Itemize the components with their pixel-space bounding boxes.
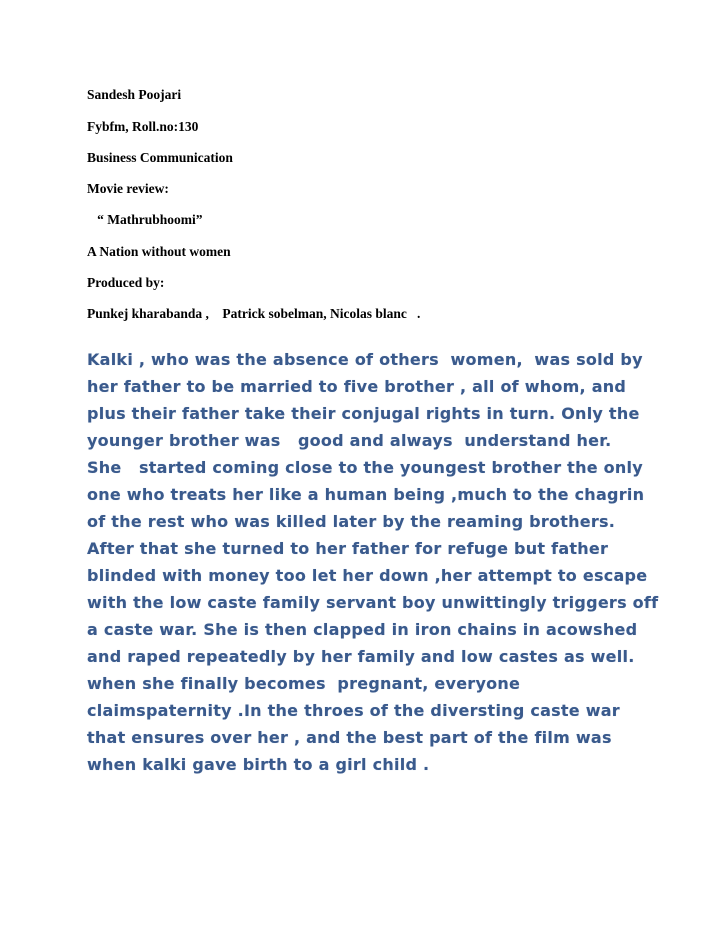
subject-title: Business Communication	[87, 150, 233, 165]
class-roll-number: Fybfm, Roll.no:130	[87, 119, 199, 134]
author-name: Sandesh Poojari	[87, 87, 182, 102]
review-label: Movie review:	[87, 181, 169, 196]
review-line: one who treats her like a human being ,much to the chagrin	[87, 485, 645, 504]
review-line: younger brother was good and always understand her.	[87, 431, 612, 450]
review-line: of the rest who was killed later by the reaming brothers.	[87, 512, 616, 531]
review-line: her father to be married to five brother , all of whom, and	[87, 377, 627, 396]
movie-title: “ Mathrubhoomi”	[87, 212, 203, 227]
review-line: claimspaternity .In the throes of the diversting caste war	[87, 701, 620, 720]
review-line: plus their father take their conjugal rights in turn. Only the	[87, 404, 640, 423]
review-line: Kalki , who was the absence of others women, was sold by	[87, 350, 643, 369]
review-line: blinded with money too let her down ,her attempt to escape	[87, 566, 648, 585]
review-line: and raped repeatedly by her family and low castes as well.	[87, 647, 635, 666]
producers-list: Punkej kharabanda , Patrick sobelman, Nicolas blanc .	[87, 306, 421, 321]
review-line: when kalki gave birth to a girl child .	[87, 755, 430, 774]
movie-tagline: A Nation without women	[87, 244, 231, 259]
review-line: that ensures over her , and the best part of the film was	[87, 728, 612, 747]
review-line: when she finally becomes pregnant, everyone	[87, 674, 521, 693]
review-line: She started coming close to the youngest brother the only	[87, 458, 643, 477]
produced-by-label: Produced by:	[87, 275, 165, 290]
review-line: with the low caste family servant boy unwittingly triggers off	[87, 593, 659, 612]
review-line: a caste war. She is then clapped in iron chains in acowshed	[87, 620, 638, 639]
review-line: After that she turned to her father for refuge but father	[87, 539, 609, 558]
